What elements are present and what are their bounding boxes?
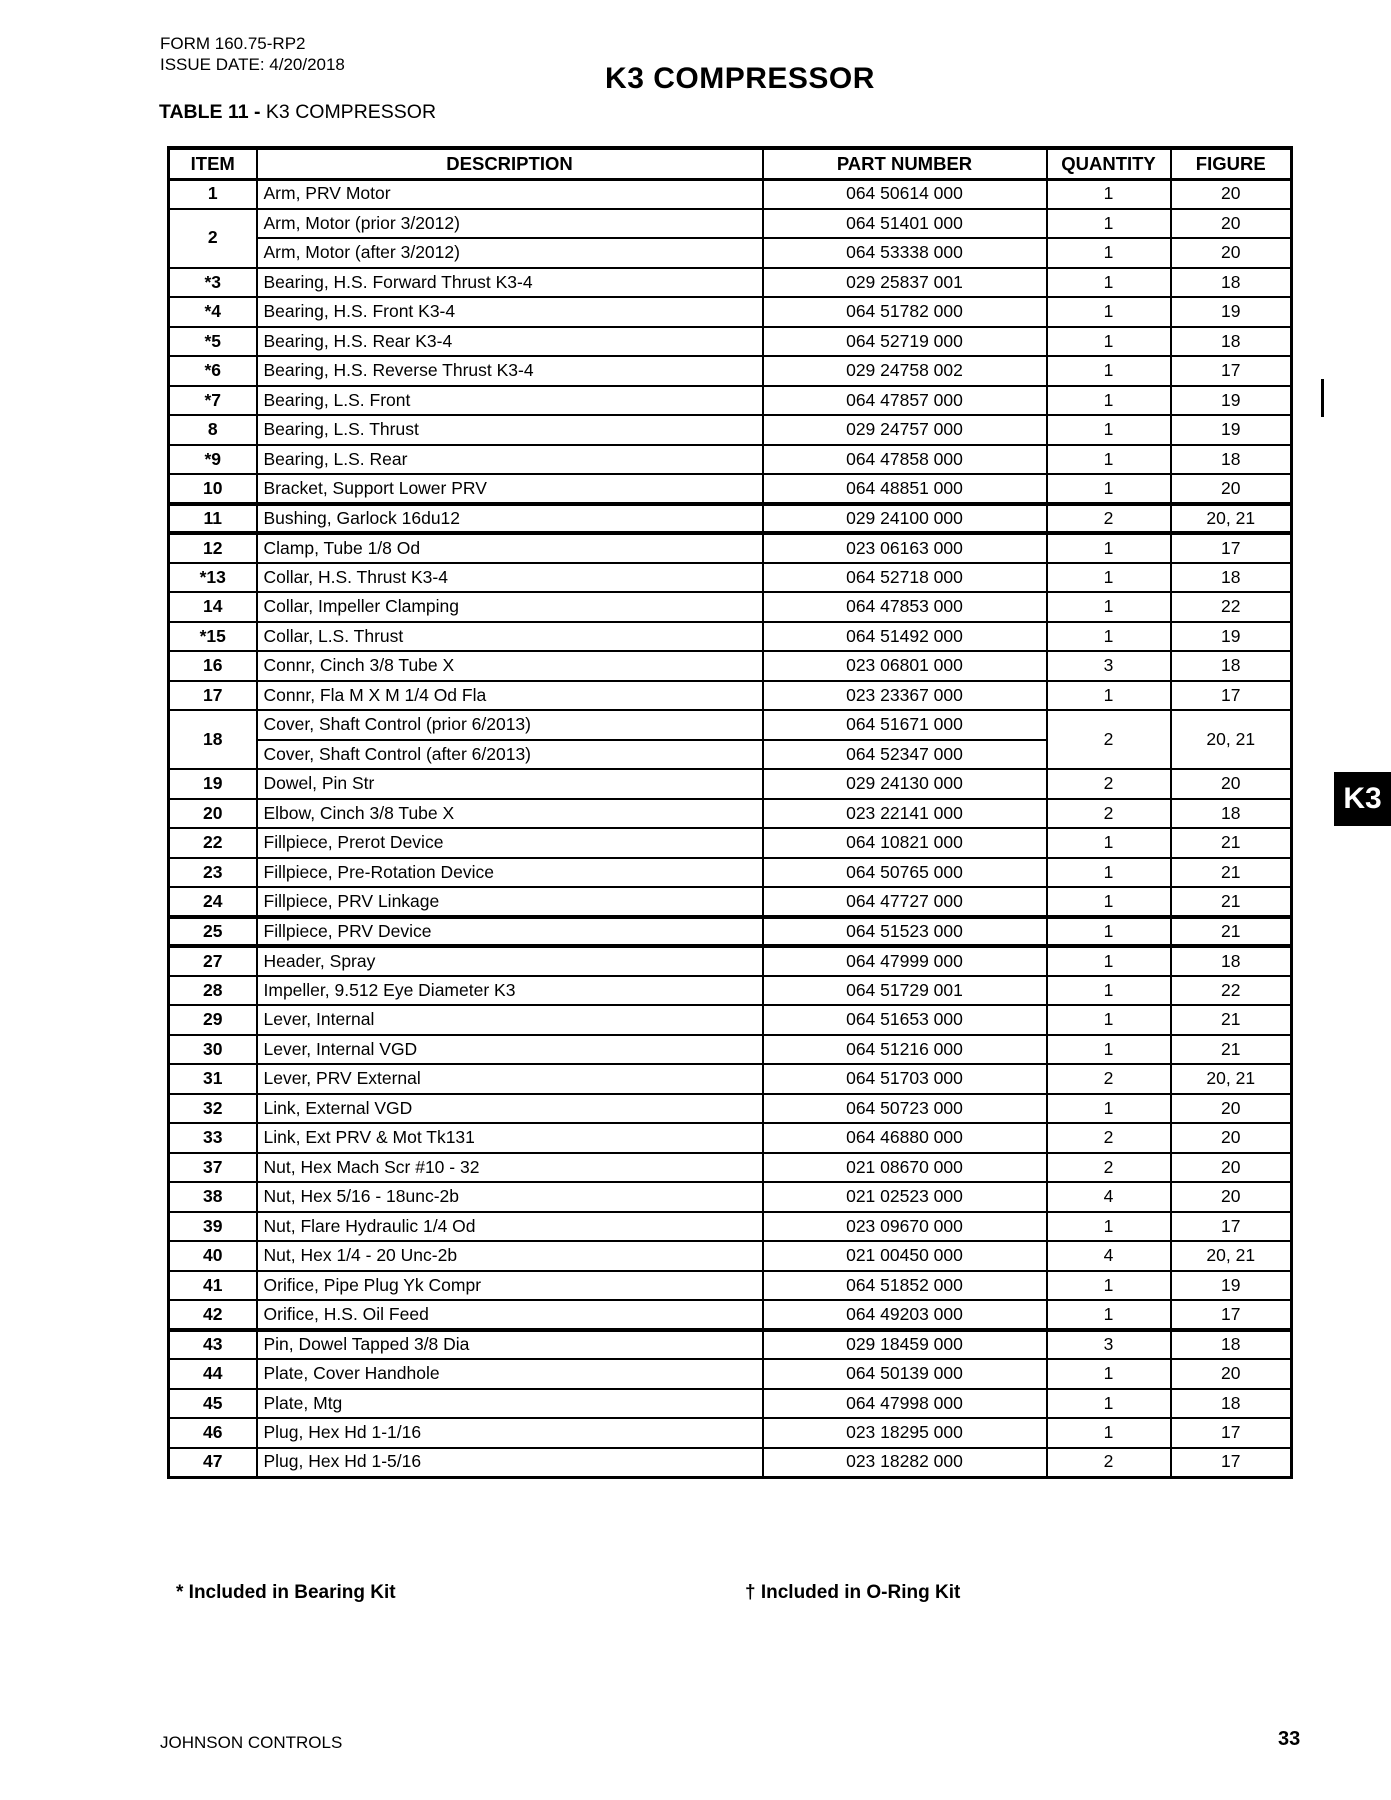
- part-number-cell: 064 50614 000: [763, 179, 1047, 209]
- part-number-cell: 064 50765 000: [763, 858, 1047, 888]
- item-cell: 45: [169, 1389, 257, 1419]
- description-cell: Bracket, Support Lower PRV: [257, 474, 763, 504]
- item-cell: 40: [169, 1241, 257, 1271]
- table-row-item-12: [169, 533, 1292, 563]
- quantity-cell: 4: [1047, 1182, 1171, 1212]
- part-number-cell: 023 22141 000: [763, 799, 1047, 829]
- item-cell: *3: [169, 268, 257, 298]
- description-cell: Fillpiece, Pre-Rotation Device: [257, 858, 763, 888]
- figure-cell: 22: [1171, 976, 1292, 1006]
- part-number-cell: 064 53338 000: [763, 238, 1047, 268]
- table-row-item-45: [169, 1389, 1292, 1419]
- table-row-item-14: [169, 592, 1292, 622]
- table-row-item-19: [169, 769, 1292, 799]
- item-cell: 16: [169, 651, 257, 681]
- footnote-oring-kit: † Included in O-Ring Kit: [745, 1582, 961, 1603]
- quantity-cell: 3: [1047, 651, 1171, 681]
- description-cell: Cover, Shaft Control (prior 6/2013): [257, 710, 763, 740]
- quantity-cell: 2: [1047, 1123, 1171, 1153]
- part-number-cell: 064 50139 000: [763, 1359, 1047, 1389]
- quantity-cell: 2: [1047, 799, 1171, 829]
- figure-cell: 18: [1171, 268, 1292, 298]
- table-row-item-18: [169, 710, 1292, 740]
- table-row-item-2: [169, 209, 1292, 239]
- description-cell: Cover, Shaft Control (after 6/2013): [257, 740, 763, 770]
- quantity-cell: 2: [1047, 504, 1171, 534]
- figure-cell: 21: [1171, 887, 1292, 917]
- form-header: [160, 33, 345, 75]
- quantity-cell: 1: [1047, 917, 1171, 947]
- quantity-cell: 1: [1047, 179, 1171, 209]
- parts-table: [167, 146, 1293, 1479]
- description-cell: Orifice, H.S. Oil Feed: [257, 1300, 763, 1330]
- quantity-cell: 2: [1047, 1153, 1171, 1183]
- description-cell: Bearing, H.S. Rear K3-4: [257, 327, 763, 357]
- figure-cell: 20: [1171, 238, 1292, 268]
- quantity-cell: 1: [1047, 681, 1171, 711]
- part-number-cell: 023 18282 000: [763, 1448, 1047, 1478]
- part-number-cell: 064 51782 000: [763, 297, 1047, 327]
- table-row-item-6: [169, 356, 1292, 386]
- part-number-cell: 064 52719 000: [763, 327, 1047, 357]
- quantity-cell: 2: [1047, 769, 1171, 799]
- quantity-cell: 1: [1047, 1094, 1171, 1124]
- figure-cell: 19: [1171, 622, 1292, 652]
- part-number-cell: 064 47999 000: [763, 946, 1047, 976]
- table-row-item-24: [169, 887, 1292, 917]
- description-cell: Lever, Internal: [257, 1005, 763, 1035]
- quantity-cell: 2: [1047, 710, 1171, 769]
- description-cell: Nut, Flare Hydraulic 1/4 Od: [257, 1212, 763, 1242]
- part-number-cell: 064 52718 000: [763, 563, 1047, 593]
- table-row-item-38: [169, 1182, 1292, 1212]
- quantity-cell: 1: [1047, 533, 1171, 563]
- table-row-item-32: [169, 1094, 1292, 1124]
- table-row-item-40: [169, 1241, 1292, 1271]
- footer-company: JOHNSON CONTROLS: [160, 1733, 343, 1752]
- item-cell: 19: [169, 769, 257, 799]
- description-cell: Connr, Cinch 3/8 Tube X: [257, 651, 763, 681]
- table-row-item-3: [169, 268, 1292, 298]
- figure-cell: 18: [1171, 799, 1292, 829]
- description-cell: Bearing, H.S. Forward Thrust K3-4: [257, 268, 763, 298]
- part-number-cell: 064 49203 000: [763, 1300, 1047, 1330]
- quantity-cell: 1: [1047, 1212, 1171, 1242]
- part-number-cell: 064 48851 000: [763, 474, 1047, 504]
- quantity-cell: 3: [1047, 1330, 1171, 1360]
- part-number-cell: 064 47998 000: [763, 1389, 1047, 1419]
- quantity-cell: 1: [1047, 592, 1171, 622]
- page-title: K3 COMPRESSOR: [605, 62, 875, 95]
- description-cell: Bearing, L.S. Rear: [257, 445, 763, 475]
- footnote-bearing-kit: * Included in Bearing Kit: [176, 1582, 396, 1603]
- quantity-cell: 1: [1047, 976, 1171, 1006]
- figure-cell: 20: [1171, 1094, 1292, 1124]
- part-number-cell: 029 18459 000: [763, 1330, 1047, 1360]
- description-cell: Plate, Cover Handhole: [257, 1359, 763, 1389]
- quantity-cell: 1: [1047, 297, 1171, 327]
- table-row-item-27: [169, 946, 1292, 976]
- description-cell: Lever, PRV External: [257, 1064, 763, 1094]
- figure-cell: 19: [1171, 415, 1292, 445]
- item-cell: 33: [169, 1123, 257, 1153]
- item-cell: 2: [169, 209, 257, 268]
- table-row-item-5: [169, 327, 1292, 357]
- item-cell: *6: [169, 356, 257, 386]
- figure-cell: 18: [1171, 445, 1292, 475]
- table-row-item-7: [169, 386, 1292, 416]
- figure-cell: 20, 21: [1171, 1241, 1292, 1271]
- item-cell: 12: [169, 533, 257, 563]
- description-cell: Clamp, Tube 1/8 Od: [257, 533, 763, 563]
- description-cell: Nut, Hex Mach Scr #10 - 32: [257, 1153, 763, 1183]
- item-cell: 17: [169, 681, 257, 711]
- table-row-item-11: [169, 504, 1292, 534]
- quantity-cell: 4: [1047, 1241, 1171, 1271]
- item-cell: 44: [169, 1359, 257, 1389]
- table-row-item-15: [169, 622, 1292, 652]
- quantity-cell: 2: [1047, 1064, 1171, 1094]
- part-number-cell: 064 51671 000: [763, 710, 1047, 740]
- quantity-cell: 1: [1047, 268, 1171, 298]
- description-cell: Elbow, Cinch 3/8 Tube X: [257, 799, 763, 829]
- table-row-item-30: [169, 1035, 1292, 1065]
- figure-cell: 18: [1171, 1389, 1292, 1419]
- item-cell: 46: [169, 1418, 257, 1448]
- part-number-cell: 029 24758 002: [763, 356, 1047, 386]
- figure-cell: 20, 21: [1171, 504, 1292, 534]
- item-cell: 23: [169, 858, 257, 888]
- table-footnotes: [0, 1582, 1391, 1606]
- quantity-cell: 1: [1047, 828, 1171, 858]
- part-number-cell: 021 02523 000: [763, 1182, 1047, 1212]
- table-row-item-23: [169, 858, 1292, 888]
- figure-cell: 17: [1171, 533, 1292, 563]
- figure-cell: 17: [1171, 1212, 1292, 1242]
- part-number-cell: 029 25837 001: [763, 268, 1047, 298]
- description-cell: Bearing, L.S. Front: [257, 386, 763, 416]
- quantity-cell: 1: [1047, 563, 1171, 593]
- item-cell: 39: [169, 1212, 257, 1242]
- item-cell: 10: [169, 474, 257, 504]
- part-number-cell: 023 23367 000: [763, 681, 1047, 711]
- part-number-cell: 064 46880 000: [763, 1123, 1047, 1153]
- description-cell: Bearing, L.S. Thrust: [257, 415, 763, 445]
- part-number-cell: 064 52347 000: [763, 740, 1047, 770]
- figure-cell: 20: [1171, 1182, 1292, 1212]
- quantity-cell: 1: [1047, 1389, 1171, 1419]
- part-number-cell: 021 00450 000: [763, 1241, 1047, 1271]
- description-cell: Plug, Hex Hd 1-1/16: [257, 1418, 763, 1448]
- description-cell: Impeller, 9.512 Eye Diameter K3: [257, 976, 763, 1006]
- quantity-cell: 2: [1047, 1448, 1171, 1478]
- quantity-cell: 1: [1047, 445, 1171, 475]
- section-tab-k3: K3: [1334, 772, 1391, 826]
- figure-cell: 18: [1171, 1330, 1292, 1360]
- quantity-cell: 1: [1047, 1005, 1171, 1035]
- table-row-item-22: [169, 828, 1292, 858]
- table-row-item-31: [169, 1064, 1292, 1094]
- figure-cell: 20: [1171, 474, 1292, 504]
- part-number-cell: 064 10821 000: [763, 828, 1047, 858]
- item-cell: 28: [169, 976, 257, 1006]
- figure-cell: 18: [1171, 651, 1292, 681]
- item-cell: 20: [169, 799, 257, 829]
- item-cell: 32: [169, 1094, 257, 1124]
- item-cell: *13: [169, 563, 257, 593]
- part-number-cell: 064 47857 000: [763, 386, 1047, 416]
- part-number-cell: 029 24130 000: [763, 769, 1047, 799]
- table-row-item-33: [169, 1123, 1292, 1153]
- part-number-cell: 064 51523 000: [763, 917, 1047, 947]
- part-number-cell: 064 51852 000: [763, 1271, 1047, 1301]
- item-cell: 43: [169, 1330, 257, 1360]
- page-number: 33: [1278, 1728, 1301, 1750]
- description-cell: Plug, Hex Hd 1-5/16: [257, 1448, 763, 1478]
- quantity-cell: 1: [1047, 946, 1171, 976]
- description-cell: Bushing, Garlock 16du12: [257, 504, 763, 534]
- quantity-cell: 1: [1047, 238, 1171, 268]
- description-cell: Lever, Internal VGD: [257, 1035, 763, 1065]
- column-header-figure: FIGURE: [1171, 148, 1292, 179]
- quantity-cell: 1: [1047, 415, 1171, 445]
- figure-cell: 18: [1171, 946, 1292, 976]
- table-caption-name: K3 COMPRESSOR: [265, 101, 437, 123]
- item-cell: 24: [169, 887, 257, 917]
- part-number-cell: 023 06163 000: [763, 533, 1047, 563]
- item-cell: 14: [169, 592, 257, 622]
- figure-cell: 17: [1171, 1418, 1292, 1448]
- table-row-item-39: [169, 1212, 1292, 1242]
- column-header-part-number: PART NUMBER: [763, 148, 1047, 179]
- part-number-cell: 064 51401 000: [763, 209, 1047, 239]
- item-cell: 42: [169, 1300, 257, 1330]
- description-cell: Arm, PRV Motor: [257, 179, 763, 209]
- part-number-cell: 029 24100 000: [763, 504, 1047, 534]
- table-row-item-1: [169, 179, 1292, 209]
- item-cell: 25: [169, 917, 257, 947]
- description-cell: Nut, Hex 1/4 - 20 Unc-2b: [257, 1241, 763, 1271]
- description-cell: Arm, Motor (after 3/2012): [257, 238, 763, 268]
- figure-cell: 17: [1171, 1300, 1292, 1330]
- description-cell: Connr, Fla M X M 1/4 Od Fla: [257, 681, 763, 711]
- description-cell: Collar, H.S. Thrust K3-4: [257, 563, 763, 593]
- table-row-item-29: [169, 1005, 1292, 1035]
- quantity-cell: 1: [1047, 1418, 1171, 1448]
- quantity-cell: 1: [1047, 887, 1171, 917]
- description-cell: Arm, Motor (prior 3/2012): [257, 209, 763, 239]
- part-number-cell: 023 09670 000: [763, 1212, 1047, 1242]
- part-number-cell: 064 50723 000: [763, 1094, 1047, 1124]
- description-cell: Orifice, Pipe Plug Yk Compr: [257, 1271, 763, 1301]
- revision-change-bar: [1321, 379, 1324, 417]
- figure-cell: 19: [1171, 386, 1292, 416]
- table-row-item-28: [169, 976, 1292, 1006]
- item-cell: 37: [169, 1153, 257, 1183]
- part-number-cell: 064 47727 000: [763, 887, 1047, 917]
- item-cell: 31: [169, 1064, 257, 1094]
- item-cell: 8: [169, 415, 257, 445]
- table-row-item-17: [169, 681, 1292, 711]
- part-number-cell: 064 51653 000: [763, 1005, 1047, 1035]
- description-cell: Bearing, H.S. Front K3-4: [257, 297, 763, 327]
- table-row-item-44: [169, 1359, 1292, 1389]
- figure-cell: 21: [1171, 828, 1292, 858]
- table-row-item-20: [169, 799, 1292, 829]
- table-caption: [159, 101, 436, 124]
- item-cell: 11: [169, 504, 257, 534]
- column-header-item: ITEM: [169, 148, 257, 179]
- table-row-item-37: [169, 1153, 1292, 1183]
- item-cell: 47: [169, 1448, 257, 1478]
- quantity-cell: 1: [1047, 474, 1171, 504]
- description-cell: Header, Spray: [257, 946, 763, 976]
- description-cell: Plate, Mtg: [257, 1389, 763, 1419]
- part-number-cell: 064 47858 000: [763, 445, 1047, 475]
- quantity-cell: 1: [1047, 209, 1171, 239]
- item-cell: 1: [169, 179, 257, 209]
- table-body: [169, 179, 1292, 1477]
- figure-cell: 18: [1171, 327, 1292, 357]
- quantity-cell: 1: [1047, 1271, 1171, 1301]
- table-row-item-41: [169, 1271, 1292, 1301]
- table-row-item-2: [169, 238, 1292, 268]
- figure-cell: 20: [1171, 209, 1292, 239]
- table-row-item-43: [169, 1330, 1292, 1360]
- item-cell: *9: [169, 445, 257, 475]
- issue-date: ISSUE DATE: 4/20/2018: [160, 55, 345, 74]
- item-cell: *7: [169, 386, 257, 416]
- description-cell: Collar, Impeller Clamping: [257, 592, 763, 622]
- figure-cell: 21: [1171, 917, 1292, 947]
- description-cell: Nut, Hex 5/16 - 18unc-2b: [257, 1182, 763, 1212]
- table-row-item-4: [169, 297, 1292, 327]
- figure-cell: 20, 21: [1171, 710, 1292, 769]
- description-cell: Bearing, H.S. Reverse Thrust K3-4: [257, 356, 763, 386]
- description-cell: Fillpiece, Prerot Device: [257, 828, 763, 858]
- item-cell: 30: [169, 1035, 257, 1065]
- table-row-item-8: [169, 415, 1292, 445]
- item-cell: 18: [169, 710, 257, 769]
- figure-cell: 18: [1171, 563, 1292, 593]
- table-row-item-47: [169, 1448, 1292, 1478]
- quantity-cell: 1: [1047, 1035, 1171, 1065]
- figure-cell: 19: [1171, 297, 1292, 327]
- quantity-cell: 1: [1047, 1300, 1171, 1330]
- figure-cell: 20: [1171, 769, 1292, 799]
- table-row-item-16: [169, 651, 1292, 681]
- table-row-item-46: [169, 1418, 1292, 1448]
- item-cell: 41: [169, 1271, 257, 1301]
- item-cell: 27: [169, 946, 257, 976]
- description-cell: Collar, L.S. Thrust: [257, 622, 763, 652]
- table-caption-number: TABLE 11 -: [159, 101, 266, 123]
- figure-cell: 20: [1171, 1123, 1292, 1153]
- table-header-row: [169, 148, 1292, 179]
- figure-cell: 20: [1171, 179, 1292, 209]
- part-number-cell: 064 47853 000: [763, 592, 1047, 622]
- part-number-cell: 029 24757 000: [763, 415, 1047, 445]
- item-cell: 29: [169, 1005, 257, 1035]
- part-number-cell: 021 08670 000: [763, 1153, 1047, 1183]
- item-cell: *4: [169, 297, 257, 327]
- form-number: FORM 160.75-RP2: [160, 34, 306, 53]
- quantity-cell: 1: [1047, 327, 1171, 357]
- table-row-item-42: [169, 1300, 1292, 1330]
- quantity-cell: 1: [1047, 622, 1171, 652]
- description-cell: Pin, Dowel Tapped 3/8 Dia: [257, 1330, 763, 1360]
- column-header-description: DESCRIPTION: [257, 148, 763, 179]
- quantity-cell: 1: [1047, 858, 1171, 888]
- figure-cell: 17: [1171, 356, 1292, 386]
- item-cell: *15: [169, 622, 257, 652]
- figure-cell: 20: [1171, 1153, 1292, 1183]
- part-number-cell: 064 51703 000: [763, 1064, 1047, 1094]
- figure-cell: 21: [1171, 1035, 1292, 1065]
- part-number-cell: 023 06801 000: [763, 651, 1047, 681]
- figure-cell: 19: [1171, 1271, 1292, 1301]
- column-header-quantity: QUANTITY: [1047, 148, 1171, 179]
- figure-cell: 21: [1171, 858, 1292, 888]
- description-cell: Fillpiece, PRV Linkage: [257, 887, 763, 917]
- figure-cell: 21: [1171, 1005, 1292, 1035]
- figure-cell: 17: [1171, 1448, 1292, 1478]
- quantity-cell: 1: [1047, 386, 1171, 416]
- description-cell: Dowel, Pin Str: [257, 769, 763, 799]
- part-number-cell: 064 51216 000: [763, 1035, 1047, 1065]
- item-cell: 38: [169, 1182, 257, 1212]
- part-number-cell: 064 51729 001: [763, 976, 1047, 1006]
- quantity-cell: 1: [1047, 356, 1171, 386]
- figure-cell: 17: [1171, 681, 1292, 711]
- table-row-item-9: [169, 445, 1292, 475]
- quantity-cell: 1: [1047, 1359, 1171, 1389]
- description-cell: Link, External VGD: [257, 1094, 763, 1124]
- description-cell: Fillpiece, PRV Device: [257, 917, 763, 947]
- table-row-item-25: [169, 917, 1292, 947]
- item-cell: 22: [169, 828, 257, 858]
- figure-cell: 22: [1171, 592, 1292, 622]
- figure-cell: 20, 21: [1171, 1064, 1292, 1094]
- table-row-item-13: [169, 563, 1292, 593]
- part-number-cell: 023 18295 000: [763, 1418, 1047, 1448]
- description-cell: Link, Ext PRV & Mot Tk131: [257, 1123, 763, 1153]
- item-cell: *5: [169, 327, 257, 357]
- part-number-cell: 064 51492 000: [763, 622, 1047, 652]
- figure-cell: 20: [1171, 1359, 1292, 1389]
- table-row-item-10: [169, 474, 1292, 504]
